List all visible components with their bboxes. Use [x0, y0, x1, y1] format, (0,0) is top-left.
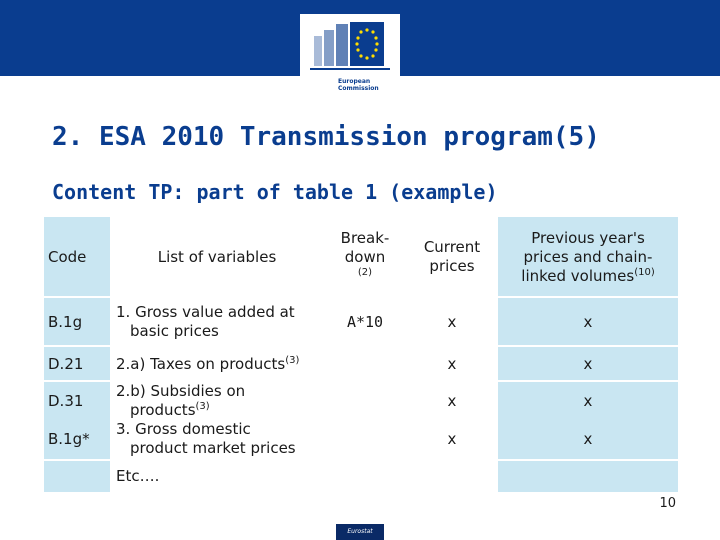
etc-cell: Etc…. — [116, 467, 160, 485]
code-cell: B.1g — [48, 312, 83, 331]
page-title: 2. ESA 2010 Transmission program(5) — [52, 122, 600, 152]
variable-4-line2: product market prices — [130, 439, 296, 457]
breakdown-cell: A*10 — [346, 312, 384, 331]
code-cell: B.1g* — [48, 429, 90, 448]
code-cell: D.21 — [48, 354, 84, 373]
variable-1-line1: 1. Gross value added at — [116, 303, 295, 321]
header-variables: List of variables — [157, 247, 277, 266]
logo-line-2: Commission — [338, 85, 379, 92]
logo-line-1: European — [338, 78, 371, 85]
header-previous-text: Previous year's prices and chain-linked volumes — [521, 228, 653, 285]
header-breakdown-note: (2) — [357, 266, 373, 278]
variable-3-line2-wrap — [116, 401, 296, 420]
header-code: Code — [48, 247, 87, 266]
eurostat-logo: Eurostat — [336, 524, 384, 540]
section-subtitle: Content TP: part of table 1 (example) — [52, 180, 498, 204]
variable-4-line1: 3. Gross domestic — [116, 420, 251, 438]
previous-cell: x — [583, 391, 593, 410]
european-commission-logo — [300, 14, 400, 102]
header-previous-note: (10) — [634, 266, 655, 278]
variable-2-note: (3) — [285, 354, 300, 366]
current-cell: x — [447, 312, 457, 331]
current-cell: x — [447, 429, 457, 448]
variable-3-line1: 2.b) Subsidies on — [116, 382, 246, 400]
current-cell: x — [447, 354, 457, 373]
page-number: 10 — [659, 496, 676, 511]
variable-cell — [116, 382, 322, 458]
header-previous — [498, 217, 678, 297]
code-cell: D.31 — [48, 391, 84, 410]
previous-cell: x — [583, 429, 593, 448]
header-breakdown — [322, 217, 408, 297]
logo-wordmark — [338, 78, 398, 92]
previous-cell: x — [583, 312, 593, 331]
variable-1-line2: basic prices — [130, 322, 219, 340]
previous-cell: x — [583, 354, 593, 373]
variable-2: 2.a) Taxes on products — [116, 354, 286, 373]
variable-3-note: (3) — [195, 401, 210, 412]
header-breakdown-text: Break-down — [340, 228, 390, 266]
variable-cell — [116, 298, 322, 346]
header-current: Current prices — [423, 238, 481, 275]
variable-3-line2: products — [130, 401, 196, 419]
variable-cell — [116, 347, 336, 381]
current-cell: x — [447, 391, 457, 410]
berlaymont-building-icon — [300, 14, 400, 76]
